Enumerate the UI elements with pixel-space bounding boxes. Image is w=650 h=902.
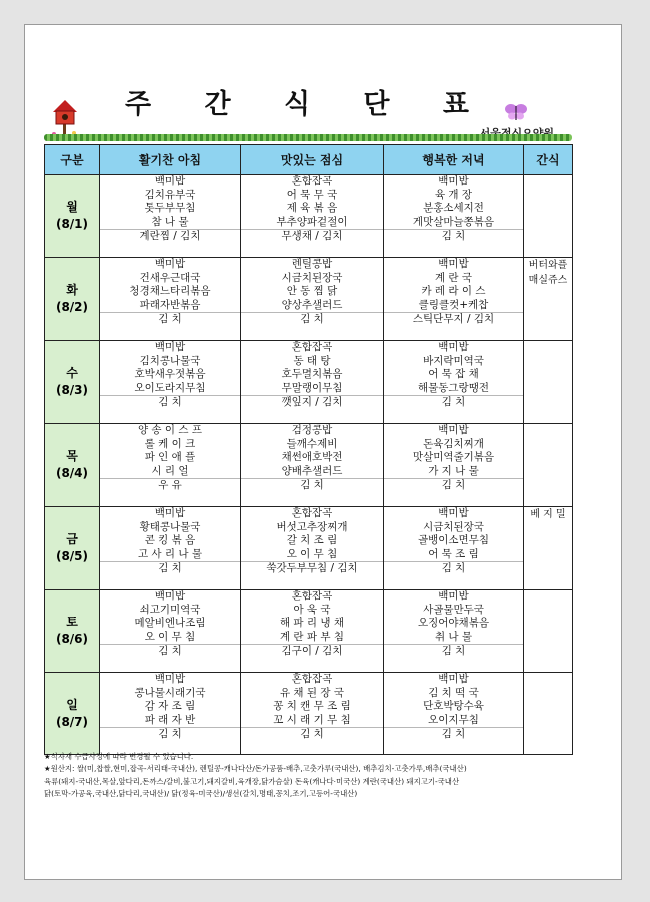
breakfast-item: 김 치 [100, 395, 240, 410]
day-cell [45, 175, 100, 258]
lunch-item: 혼합잡곡 [291, 507, 333, 519]
dinner-cell [384, 424, 524, 507]
day-label: 일 [66, 697, 78, 712]
day-date: (8/4) [55, 466, 89, 480]
breakfast-item: 파 래 자 반 [144, 713, 196, 726]
table-row [45, 507, 573, 590]
breakfast-item: 백미밥 [154, 673, 186, 685]
dinner-item: 가 지 나 물 [428, 464, 479, 477]
breakfast-item: 참 나 물 [151, 215, 189, 228]
table-row [45, 175, 573, 258]
snack-item: 베 지 밀 [530, 509, 566, 520]
dinner-item: 시금치된장국 [423, 520, 484, 533]
lunch-item: 유 채 된 장 국 [279, 686, 345, 699]
lunch-item: 김 치 [241, 312, 383, 327]
lunch-item: 혼합잡곡 [291, 175, 333, 187]
breakfast-cell [100, 507, 241, 590]
breakfast-item: 쇠고기미역국 [139, 603, 201, 616]
snack-cell [524, 424, 573, 507]
lunch-item: 들깨수제비 [286, 437, 338, 450]
dinner-item: 계 란 국 [434, 271, 473, 284]
table-row [45, 258, 573, 341]
day-cell [45, 424, 100, 507]
lunch-item: 깻잎지 / 김치 [241, 395, 383, 410]
lunch-item: 어 묵 무 국 [286, 188, 338, 201]
note-line: ★원산지: 쌀(미,찹쌀,현미,잡곡-서리태-국내산), 렌틸콩-캐나다산/돈가공품-배추,고춧가루(국내산), 배추김치-고춧가루,배추(국내산) [44, 764, 467, 774]
dinner-item: 골뱅이소면무침 [417, 534, 489, 546]
lunch-item: 무생채 / 김치 [241, 229, 383, 244]
day-label: 금 [66, 532, 78, 546]
day-label: 월 [66, 200, 78, 214]
dinner-item: 백미밥 [438, 341, 469, 353]
day-date: (8/2) [55, 300, 89, 314]
table-header-row [45, 145, 573, 175]
breakfast-cell [100, 341, 241, 424]
day-label: 화 [66, 283, 78, 297]
header-dinner: 행복한 저녁 [384, 145, 524, 175]
title-area [44, 82, 572, 144]
dinner-item: 오이지무침 [428, 713, 479, 726]
breakfast-item: 김치콩나물국 [139, 354, 201, 367]
dinner-item: 사골물만두국 [423, 603, 484, 616]
dinner-item: 돈육김치찌개 [423, 437, 484, 450]
breakfast-item: 콘 킹 볶 음 [144, 534, 196, 546]
lunch-item: 아 욱 국 [293, 603, 331, 616]
lunch-item: 검정콩밥 [291, 424, 333, 436]
dinner-cell [384, 258, 524, 341]
note-line: ★식자재 수급사정에 따라 변경될 수 있습니다. [44, 752, 194, 761]
dinner-cell [384, 673, 524, 755]
weekly-menu-table [44, 144, 573, 755]
dinner-item: 김 치 [384, 395, 523, 410]
breakfast-item: 김 치 [100, 561, 240, 576]
lunch-item: 양상추샐러드 [281, 298, 343, 311]
lunch-item: 김구이 / 김치 [241, 644, 383, 659]
breakfast-item: 백미밥 [154, 175, 186, 187]
lunch-item: 동 태 탕 [293, 354, 331, 367]
dinner-item: 백미밥 [438, 590, 469, 602]
dinner-item: 게맛살마늘쫑볶음 [412, 215, 495, 228]
dinner-item: 김 치 [384, 561, 523, 576]
day-label: 수 [66, 366, 78, 380]
snack-cell [524, 590, 573, 673]
lunch-cell [241, 341, 384, 424]
breakfast-item: 계란찜 / 김치 [100, 229, 240, 244]
dinner-item: 육 개 장 [434, 188, 473, 201]
day-label: 목 [66, 449, 78, 463]
breakfast-item: 파래자반볶음 [139, 298, 201, 311]
header-category: 구분 [45, 145, 100, 175]
header-lunch: 맛있는 점심 [241, 145, 384, 175]
breakfast-item: 황태콩나물국 [139, 520, 201, 533]
table-row [45, 590, 573, 673]
dinner-item: 클링클컷+케찹 [418, 298, 489, 311]
lunch-item: 무말랭이무침 [281, 381, 343, 394]
snack-item: 버터와플 [528, 260, 568, 271]
dinner-item: 백미밥 [438, 424, 469, 436]
day-cell [45, 258, 100, 341]
lunch-cell [241, 673, 384, 755]
lunch-cell [241, 424, 384, 507]
page-title: 주 간 식 단 표 [124, 89, 491, 120]
day-cell [45, 507, 100, 590]
breakfast-cell [100, 673, 241, 755]
lunch-cell [241, 258, 384, 341]
breakfast-cell [100, 175, 241, 258]
dinner-cell [384, 175, 524, 258]
lunch-item: 부추양파겉절이 [276, 215, 348, 228]
lunch-cell [241, 507, 384, 590]
breakfast-item: 양 송 이 스 프 [137, 424, 203, 436]
lunch-item: 오 이 무 침 [286, 547, 338, 560]
lunch-item: 계 란 파 부 침 [279, 630, 345, 643]
lunch-item: 김 치 [241, 727, 383, 742]
breakfast-item: 백미밥 [154, 590, 186, 602]
dinner-item: 오징어야채볶음 [417, 617, 489, 629]
lunch-item: 채썬애호박전 [281, 451, 343, 463]
breakfast-item: 백미밥 [154, 341, 186, 353]
lunch-item: 김 치 [241, 478, 383, 493]
breakfast-item: 오 이 무 침 [144, 630, 196, 643]
header-breakfast: 활기찬 아침 [100, 145, 241, 175]
dinner-item: 김 치 [384, 229, 523, 244]
breakfast-item: 메알비엔나조림 [134, 617, 206, 629]
breakfast-item: 백미밥 [154, 258, 186, 270]
breakfast-item: 김 치 [100, 727, 240, 742]
grass-divider [44, 134, 572, 141]
lunch-cell [241, 590, 384, 673]
snack-item: 매실쥬스 [528, 275, 568, 286]
breakfast-item: 감 자 조 림 [144, 700, 196, 712]
lunch-item: 혼합잡곡 [291, 341, 333, 353]
lunch-cell [241, 175, 384, 258]
snack-cell [524, 258, 573, 341]
dinner-item: 카 레 라 이 스 [421, 285, 486, 297]
breakfast-item: 고 사 리 나 물 [137, 547, 203, 560]
breakfast-item: 호박새우젓볶음 [134, 368, 206, 380]
breakfast-item: 김 치 [100, 644, 240, 659]
breakfast-item: 김 치 [100, 312, 240, 327]
breakfast-item: 오이도라지무침 [134, 381, 206, 394]
dinner-item: 분홍소세지전 [423, 202, 484, 214]
dinner-item: 어 묵 조 림 [428, 547, 479, 560]
table-row [45, 341, 573, 424]
header-snack: 간식 [524, 145, 573, 175]
lunch-item: 꽁 치 캔 무 조 림 [273, 700, 351, 712]
breakfast-item: 시 리 얼 [151, 464, 189, 477]
breakfast-item: 백미밥 [154, 507, 186, 519]
dinner-item: 백미밥 [438, 258, 469, 270]
snack-cell [524, 341, 573, 424]
butterfly-icon [504, 102, 528, 122]
breakfast-item: 콩나물시래기국 [134, 686, 206, 699]
day-date: (8/5) [55, 549, 89, 563]
breakfast-item: 롤 케 이 크 [144, 437, 196, 450]
breakfast-item: 청경채느타리볶음 [129, 285, 211, 297]
lunch-item: 꼬 시 래 기 무 침 [273, 713, 351, 726]
dinner-item: 김 치 [384, 727, 523, 742]
table-row [45, 673, 573, 755]
day-cell [45, 673, 100, 755]
dinner-cell [384, 341, 524, 424]
breakfast-cell [100, 424, 241, 507]
lunch-item: 버섯고추장찌개 [276, 520, 348, 533]
day-label: 토 [66, 615, 78, 629]
lunch-item: 혼합잡곡 [291, 590, 333, 602]
lunch-item: 양배추샐러드 [281, 464, 343, 477]
dinner-item: 김 치 [384, 644, 523, 659]
dinner-item: 어 묵 잡 채 [428, 368, 479, 380]
lunch-item: 혼합잡곡 [291, 673, 333, 685]
snack-cell [524, 673, 573, 755]
dinner-cell [384, 507, 524, 590]
day-date: (8/1) [55, 217, 89, 231]
dinner-item: 취 나 물 [434, 630, 473, 643]
breakfast-item: 김치유부국 [144, 188, 196, 201]
lunch-item: 쑥갓두부무침 / 김치 [241, 561, 383, 576]
snack-cell [524, 507, 573, 590]
breakfast-cell [100, 590, 241, 673]
dinner-item: 바지락미역국 [423, 354, 484, 367]
dinner-item: 해물동그랑땡전 [417, 381, 489, 394]
dinner-item: 백미밥 [438, 175, 469, 187]
breakfast-item: 건새우근대국 [139, 271, 201, 284]
day-date: (8/7) [55, 714, 89, 729]
dinner-item: 김 치 [384, 478, 523, 493]
dinner-item: 단호박탕수육 [423, 700, 484, 712]
dinner-item: 맛살미역줄기볶음 [412, 451, 495, 463]
lunch-item: 갈 치 조 림 [286, 534, 338, 546]
day-date: (8/6) [55, 632, 89, 646]
dinner-cell [384, 590, 524, 673]
breakfast-item: 톳두부무침 [144, 202, 196, 214]
lunch-item: 제 육 볶 음 [286, 202, 338, 214]
table-row [45, 424, 573, 507]
day-cell [45, 341, 100, 424]
dinner-item: 스틱단무지 / 김치 [384, 312, 523, 327]
lunch-item: 해 파 리 냉 채 [279, 617, 345, 629]
day-date: (8/3) [55, 383, 89, 397]
day-cell [45, 590, 100, 673]
lunch-item: 안 동 찜 닭 [286, 285, 338, 297]
snack-cell [524, 175, 573, 258]
note-line: 육류(돼지-국내산,목살,앞다리,돈까스/갈비,불고기,돼지갈비,육개장,닭가슴살) 돈육(캐나다·미국산) 계란(국내산) 돼지고기-국내산 [44, 776, 460, 786]
note-line: 닭(토막-가공육,국내산,닭다리,국내산)/ 닭(정육-미국산)/생선(갈치,명태,꽁치,조기,고등어-국내산) [44, 789, 358, 799]
lunch-item: 호두멸치볶음 [281, 368, 343, 380]
breakfast-item: 우 유 [100, 478, 240, 493]
breakfast-item: 파 인 애 플 [144, 451, 196, 463]
lunch-item: 렌틸콩밥 [291, 258, 333, 270]
dinner-item: 김 치 떡 국 [428, 686, 479, 699]
notes-section [44, 751, 572, 801]
dinner-item: 백미밥 [438, 507, 469, 519]
lunch-item: 시금치된장국 [281, 271, 343, 284]
dinner-item: 백미밥 [438, 673, 469, 685]
breakfast-cell [100, 258, 241, 341]
